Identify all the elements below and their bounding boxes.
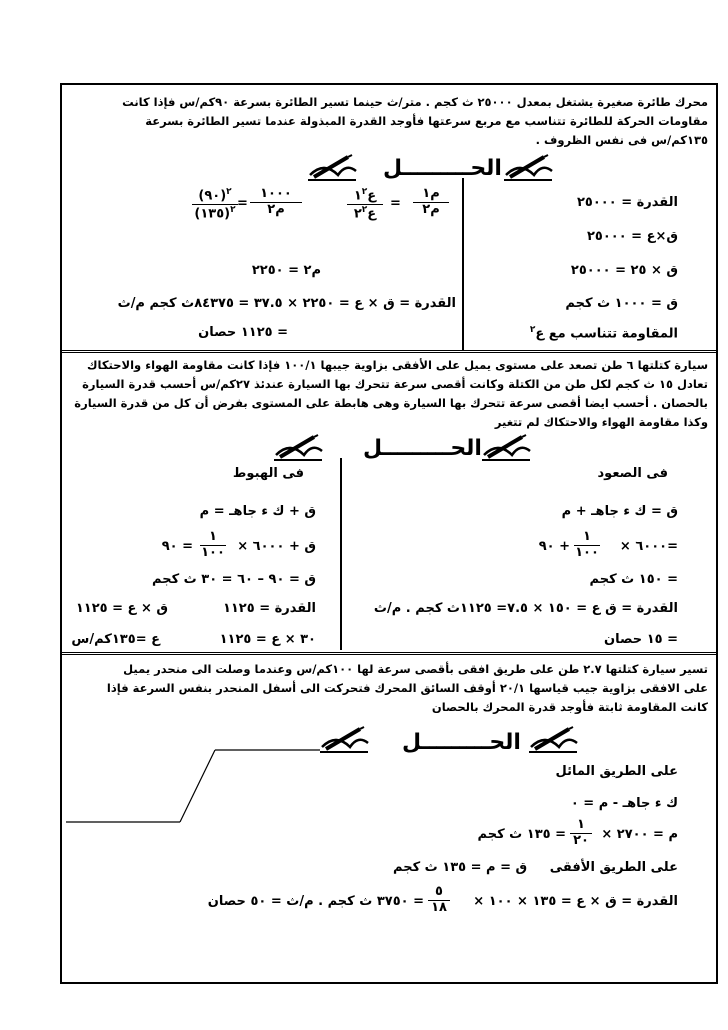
descent-speed-b: ع =١٣٥كم/س (71, 632, 160, 647)
descent-speed-a: ٣٠ × ع = ١١٢٥ (219, 632, 316, 647)
problem1-line1: محرك طائرة صغيرة يشتغل بمعدل ٢٥٠٠٠ ث كجم . متر/ث حينما تسير الطائرة بسرعة ٩٠كم/س فإذا كانت (122, 95, 708, 109)
descent-eq1: ق + ك ء جاهـ = م (199, 504, 316, 519)
problem3-line2: على الافقى بزاوية جيب قياسها ٢٠/١ أوقف السائق المحرك فتحركت الى أسفل المنحدر بنفس السرعة فإذا (106, 681, 708, 695)
horsepower-result: = ١١٢٥ حصان (198, 325, 288, 340)
fraction-1-100: ١ ١٠٠ (201, 529, 225, 560)
problem1-line2: مقاومات الحركة للطائرة تتناسب مع مربع سرعتها فأوجد القدرة المبذولة عندما تسير الطائرة بسرعة (145, 114, 708, 128)
power-line-b: = ٣٧٥٠ ث كجم . م/ث = ٥٠ حصان (207, 894, 424, 909)
descent-power-b: ق × ع = ١١٢٥ (75, 601, 168, 616)
power-given: القدرة = ٢٥٠٠٠ (577, 195, 678, 210)
ascent-heading: فى الصعود (597, 466, 668, 481)
solution-heading-1: الحـــــــــل (383, 156, 502, 181)
resistance-proportional: المقاومة تتناسب مع ع$^٢$ (529, 325, 678, 342)
incline-eq2a: م = ٢٧٠٠ × (601, 827, 678, 842)
problem2-line4: وكذا مقاومة الهواء والاحتكاك لم تتغير (494, 415, 708, 429)
descent-eq3: ق = ٩٠ – ٦٠ = ٣٠ ث كجم (152, 572, 316, 587)
fraction-1-20: ١ ٢٠ (570, 818, 592, 849)
problem2-line2: تعادل ١٥ ث كجم لكل طن من الكتلة وكانت أقصى سرعة تتحرك بها السيارة عندئذ ٢٧كم/س أحسب قدرة السيارة (82, 377, 708, 391)
ascent-power: القدرة = ق ع = ١٥٠ × ٧.٥= ١١٢٥ث كجم . م/ث (373, 601, 678, 616)
problem3-line1: تسير سيارة كتلتها ٢.٧ طن على طريق افقى بأقصى سرعة لها ١٠٠كم/س وعندما وصلت الى منحدر يميل (123, 662, 708, 676)
ascent-eq3: = ١٥٠ ث كجم (589, 572, 678, 587)
force-times-speed: ق × ٢٥ = ٢٥٠٠٠ (570, 263, 678, 278)
power-result: القدرة = ق × ع = ٢٢٥٠ × ٣٧.٥ = ٨٤٣٧٥ث كجم م/ث (117, 296, 456, 311)
ascent-horsepower: = ١٥ حصان (604, 632, 678, 647)
ascent-eq2b: + ٩٠ (538, 539, 570, 554)
fraction-1-100: ١ ١٠٠ (575, 529, 599, 560)
incline-heading: على الطريق المائل (555, 764, 678, 779)
incline-eq2b: = ١٣٥ ث كجم (477, 827, 566, 842)
descent-eq2b: = ٩٠ (161, 539, 193, 554)
ratio-v: $ع١^٢$ $ع٢^٢$ (347, 187, 383, 223)
m2-result: م٢ = ٢٢٥٠ (251, 263, 321, 278)
equals-sign: = (390, 196, 401, 211)
descent-heading: فى الهبوط (232, 466, 304, 481)
solution-heading-3: الحـــــــــل (402, 730, 521, 755)
ratio-m: م١ م٢ (413, 187, 449, 218)
power-line-a: القدرة = ق × ع = ١٣٥ × ١٠٠ × (473, 894, 678, 909)
problem2-line1: سيارة كتلتها ٦ طن تصعد على مستوى يميل على الأفقى بزاوية جيبها ١٠٠/١ فإذا كانت مقاومة الهواء والاحتكاك (87, 358, 708, 372)
incline-eq1: ك ء جاهـ - م = ٠ (570, 796, 678, 811)
problem2-line3: بالحصان . أحسب ايضا أقصى سرعة تتحرك بها السيارة وهى هابطة على المستوى بفرض أن كل من قدرة السيارة (74, 396, 708, 410)
descent-eq2a: ق + ٦٠٠٠ × (237, 539, 316, 554)
fraction-1000-m2: ١٠٠٠ م٢ (250, 187, 302, 218)
fraction-speeds: (٩٠)$^٢$ (١٣٥)$^٢$ (192, 187, 238, 223)
problem1-line3: ١٣٥كم/س فى نفس الظروف . (535, 133, 708, 147)
force-velocity-eq: ق×ع = ٢٥٠٠٠ (586, 229, 678, 244)
solution-heading-2: الحـــــــــل (363, 436, 482, 461)
descent-power-a: القدرة = ١١٢٥ (222, 601, 316, 616)
equals-sign: = (237, 196, 248, 211)
ascent-eq1: ق = ك ء جاهـ + م (561, 504, 678, 519)
force-result: ق = ١٠٠٠ ث كجم (565, 296, 678, 311)
ascent-eq2a: =٦٠٠٠ × (619, 539, 678, 554)
fraction-5-18: ٥ ١٨ (428, 885, 450, 916)
problem3-line3: كانت المقاومة ثابتة فأوجد قدرة المحرك بالحصان (431, 700, 708, 714)
horizontal-road-line: على الطريق الأفقى ق = م = ١٣٥ ث كجم (393, 860, 678, 875)
